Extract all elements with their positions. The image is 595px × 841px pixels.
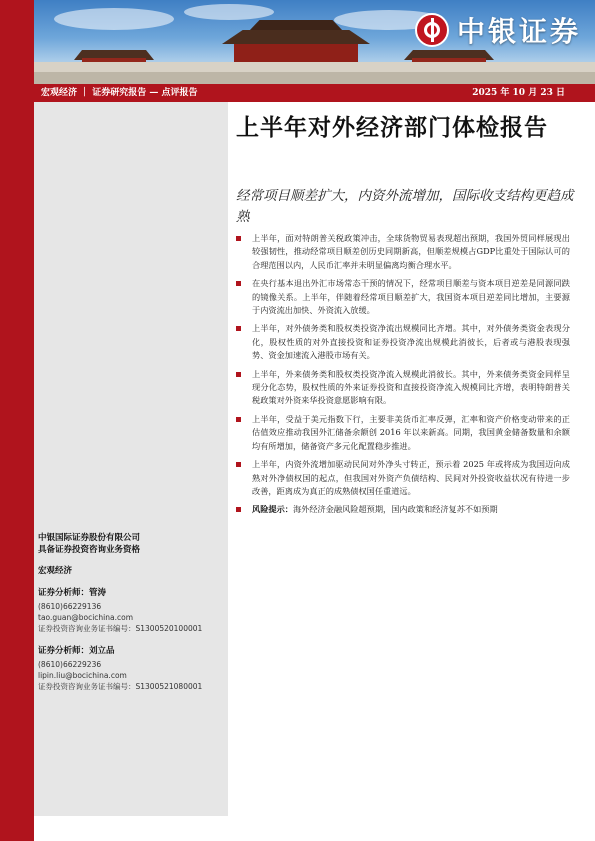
report-subtitle: 经常项目顺差扩大，内资外流增加，国际收支结构更趋成熟 (236, 188, 574, 225)
palace-terrace (34, 62, 595, 72)
left-red-band (0, 0, 34, 841)
analyst-phone: (8610)66229136 (38, 602, 102, 611)
analyst-name: 证券分析师：刘立品 (38, 646, 115, 656)
cloud-shape (184, 4, 274, 20)
org-name: 中银国际证券股份有限公司 (38, 533, 141, 543)
key-point (236, 232, 570, 272)
key-point (236, 368, 570, 408)
bullet-square-icon (236, 236, 241, 241)
key-point-text: 上半年，对外债务类和股权类投资净流出规模同比齐增。其中，对外债务类资金表现分化，股权性质的对外直接投资和证券投资净流出规模此消彼长，后者或与港股表现强势、资金加速流入港股市场有关。 (252, 323, 570, 361)
bullet-square-icon (236, 281, 241, 286)
bank-of-china-logo-icon (415, 13, 449, 47)
bullet-square-icon (236, 417, 241, 422)
palace-roof (222, 30, 370, 44)
key-point (236, 413, 570, 453)
cloud-shape (54, 8, 174, 30)
analyst-email: tao.guan@bocichina.com (38, 613, 134, 622)
sidebar (34, 102, 228, 816)
bullet-square-icon (236, 462, 241, 467)
key-point-text: 上半年，内资外流增加驱动民间对外净头寸转正，预示着 2025 年或将成为我国迈向成熟对外净债权国的起点，但我国对外资产负债结构、民间对外投资收益状况有待进一步改善，距离成为真正的成熟债权国任重道远。 (252, 459, 570, 496)
report-category: 宏观经济 ｜ 证券研究报告 — 点评报告 (41, 88, 198, 98)
key-point-text: 上半年，面对特朗普关税政策冲击，全球货物贸易表现超出预期，我国外贸同样展现出较强韧性，推动经常项目顺差创历史同期新高，但顺差规模占GDP比重处于国际认可的合理范围以内，人民币汇率并未明显偏离均衡合理水平。 (252, 233, 570, 270)
risk-label: 风险提示： (252, 504, 293, 515)
bullet-square-icon (236, 507, 241, 512)
info-bar (34, 84, 595, 102)
key-point (236, 277, 570, 317)
org-info (38, 532, 224, 692)
analyst-email: lipin.liu@bocichina.com (38, 671, 127, 680)
key-point-text: 上半年，受益于美元指数下行，主要非美货币汇率反弹，汇率和资产价格变动带来的正估值效应推动我国外汇储备余额创 2016 年以来新高。同期，我国黄金储备数量和余额均有所增加，储备资产多元化配置稳步推进。 (252, 413, 570, 451)
analyst-card (38, 646, 224, 692)
brand-logo (415, 10, 581, 50)
bullet-square-icon (236, 372, 241, 377)
logo-text: 中银证券 (456, 15, 581, 48)
key-point-text: 在央行基本退出外汇市场常态干预的情况下，经常项目顺差与资本项目逆差是同源同跌的镜像关系。上半年，伴随着经常项目顺差扩大，我国资本项目逆差同比增加，主要源于内资流出加快、外资流入放缓。 (252, 278, 570, 316)
bullet-square-icon (236, 326, 241, 331)
analyst-license: 证券投资咨询业务证书编号：S1300520100001 (38, 624, 203, 633)
analyst-license: 证券投资咨询业务证书编号：S1300521080001 (38, 682, 203, 691)
key-point-text: 上半年，外来债务类和股权类投资净流入规模此消彼长。其中，外来债务类资金同样呈现分化态势，股权性质的外来证券投资和直接投资净流入规模同比齐增，表明特朗普关税政策对外资来华投资意愿影响有限。 (252, 368, 570, 406)
header-banner (34, 0, 595, 84)
sector-label: 宏观经济 (38, 566, 73, 576)
report-title: 上半年对外经济部门体检报告 (236, 115, 548, 141)
risk-warning (236, 503, 570, 516)
key-point (236, 322, 570, 362)
analyst-phone: (8610)66229236 (38, 660, 102, 669)
palace-steps (34, 72, 595, 84)
analyst-name: 证券分析师：管涛 (38, 588, 107, 598)
palace-hall (234, 44, 358, 62)
risk-text: 海外经济金融风险超预期，国内政策和经济复苏不如预期 (292, 504, 498, 515)
key-point (236, 458, 570, 498)
analyst-card (38, 588, 224, 634)
key-points-list (236, 232, 570, 522)
org-qualification: 具备证券投资咨询业务资格 (38, 545, 141, 555)
report-date: 2025 年 10 月 23 日 (472, 88, 565, 98)
